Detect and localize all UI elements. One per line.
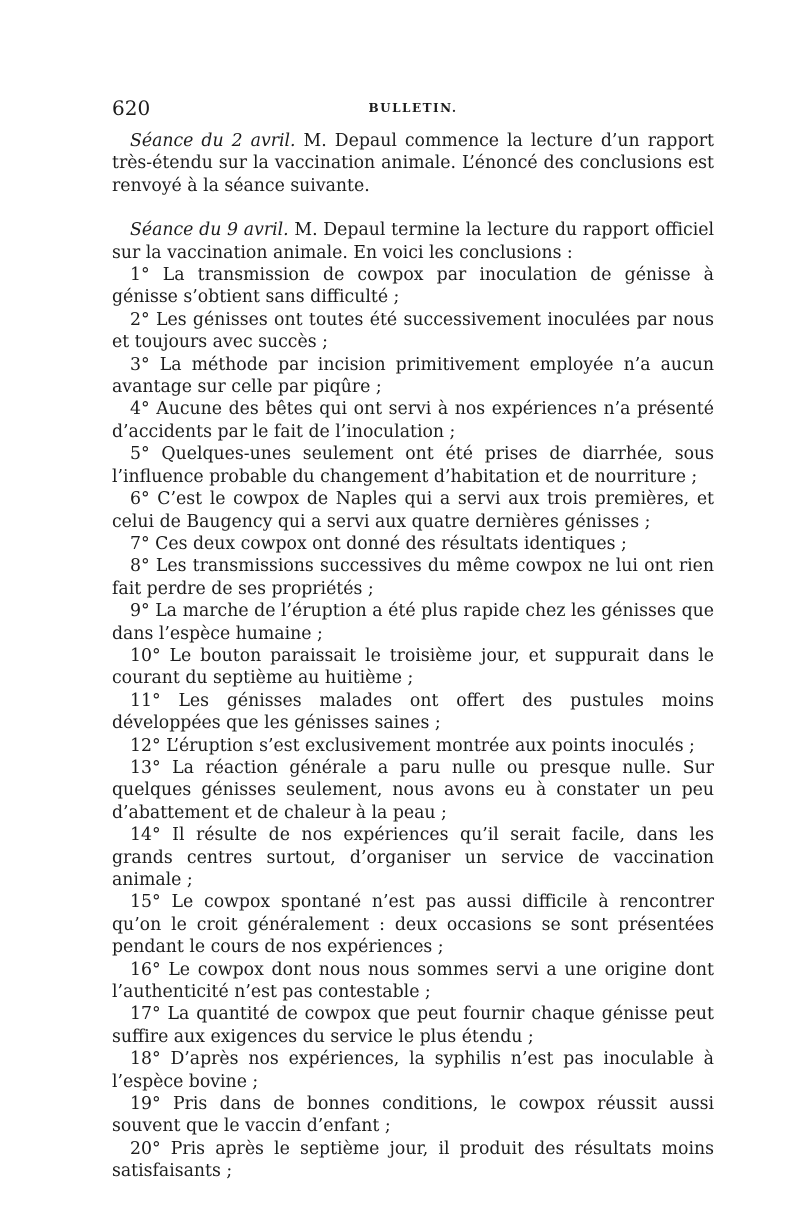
conclusion-item: 20° Pris après le septième jour, il produit des résultats moins satisfaisants ; [112, 1138, 714, 1182]
page-number: 620 [112, 96, 151, 120]
seance-title: Séance du 9 avril. [130, 220, 289, 241]
conclusion-item: 2° Les génisses ont toutes été successivement inoculées par nous et toujours avec succès ; [112, 309, 714, 353]
conclusion-item: 18° D’après nos expériences, la syphilis n’est pas inoculable à l’espèce bovine ; [112, 1049, 714, 1092]
conclusion-item: 10° Le bouton paraissait le troisième jour, et suppurait dans le courant du septième au huitième ; [112, 645, 714, 689]
seance-text: M. Depaul commence la lecture d’un rapport très-étendu sur la vaccination animale. L’énoncé des conclusions est renvoyé à la séance suivante. [112, 131, 714, 196]
conclusion-item: 7° Ces deux cowpox ont donné des résultats identiques ; [130, 533, 627, 554]
conclusion-item: 16° Le cowpox dont nous nous sommes servi a une origine dont l’authenticité n’est pas contestable ; [112, 959, 714, 1003]
conclusion-item: 11° Les génisses malades ont offert des pustules moins développées que les génisses saines ; [112, 690, 714, 734]
conclusion-item: 5° Quelques-unes seulement ont été prises de diarrhée, sous l’influence probable du changement d’habitation et de nourriture ; [112, 444, 714, 487]
conclusion-item: 14° Il résulte de nos expériences qu’il serait facile, dans les grands centres surtout, d’organiser un service de vaccination animale ; [112, 825, 714, 890]
seance-text: M. Depaul termine la lecture du rapport officiel sur la vaccination animale. En voici les conclusions : [112, 220, 714, 263]
seance-2-avril-paragraph [112, 130, 714, 197]
conclusion-item: 1° La transmission de cowpox par inoculation de génisse à génisse s’obtient sans difficulté ; [112, 265, 714, 308]
conclusion-item: 6° C’est le cowpox de Naples qui a servi aux trois premières, et celui de Baugency qui a servi aux quatre dernières génisses ; [112, 489, 714, 532]
conclusion-item: 4° Aucune des bêtes qui ont servi à nos expériences n’a présenté d’accidents par le fait de l’inoculation ; [112, 399, 714, 442]
page-header [112, 96, 714, 128]
conclusion-item: 9° La marche de l’éruption a été plus rapide chez les génisses que dans l’espèce humaine ; [112, 601, 714, 644]
conclusion-item: 8° Les transmissions successives du même cowpox ne lui ont rien fait perdre de ses propriétés ; [112, 556, 714, 599]
running-head: BULLETIN. [368, 101, 458, 115]
seance-title: Séance du 2 avril. [130, 131, 296, 151]
conclusion-item: 13° La réaction générale a paru nulle ou presque nulle. Sur quelques génisses seulement, nous avons eu à constater un peu d’abattement et de chaleur à la peau ; [112, 757, 714, 823]
paragraph-spacer [112, 197, 714, 219]
conclusion-item: 17° La quantité de cowpox que peut fournir chaque génisse peut suffire aux exigences du service le plus étendu ; [112, 1004, 714, 1047]
conclusion-item: 12° L’éruption s’est exclusivement montrée aux points inoculés ; [130, 735, 695, 756]
conclusion-item: 19° Pris dans de bonnes conditions, le cowpox réussit aussi souvent que le vaccin d’enfant ; [112, 1094, 714, 1137]
conclusion-item: 15° Le cowpox spontané n’est pas aussi difficile à rencontrer qu’on le croit généralement : deux occasions se sont présentées pendant le cours de nos expériences ; [112, 892, 714, 958]
seance-9-avril-paragraph [112, 219, 714, 264]
conclusions-list [112, 264, 714, 1183]
conclusion-item: 3° La méthode par incision primitivement employée n’a aucun avantage sur celle par piqûre ; [112, 354, 714, 398]
